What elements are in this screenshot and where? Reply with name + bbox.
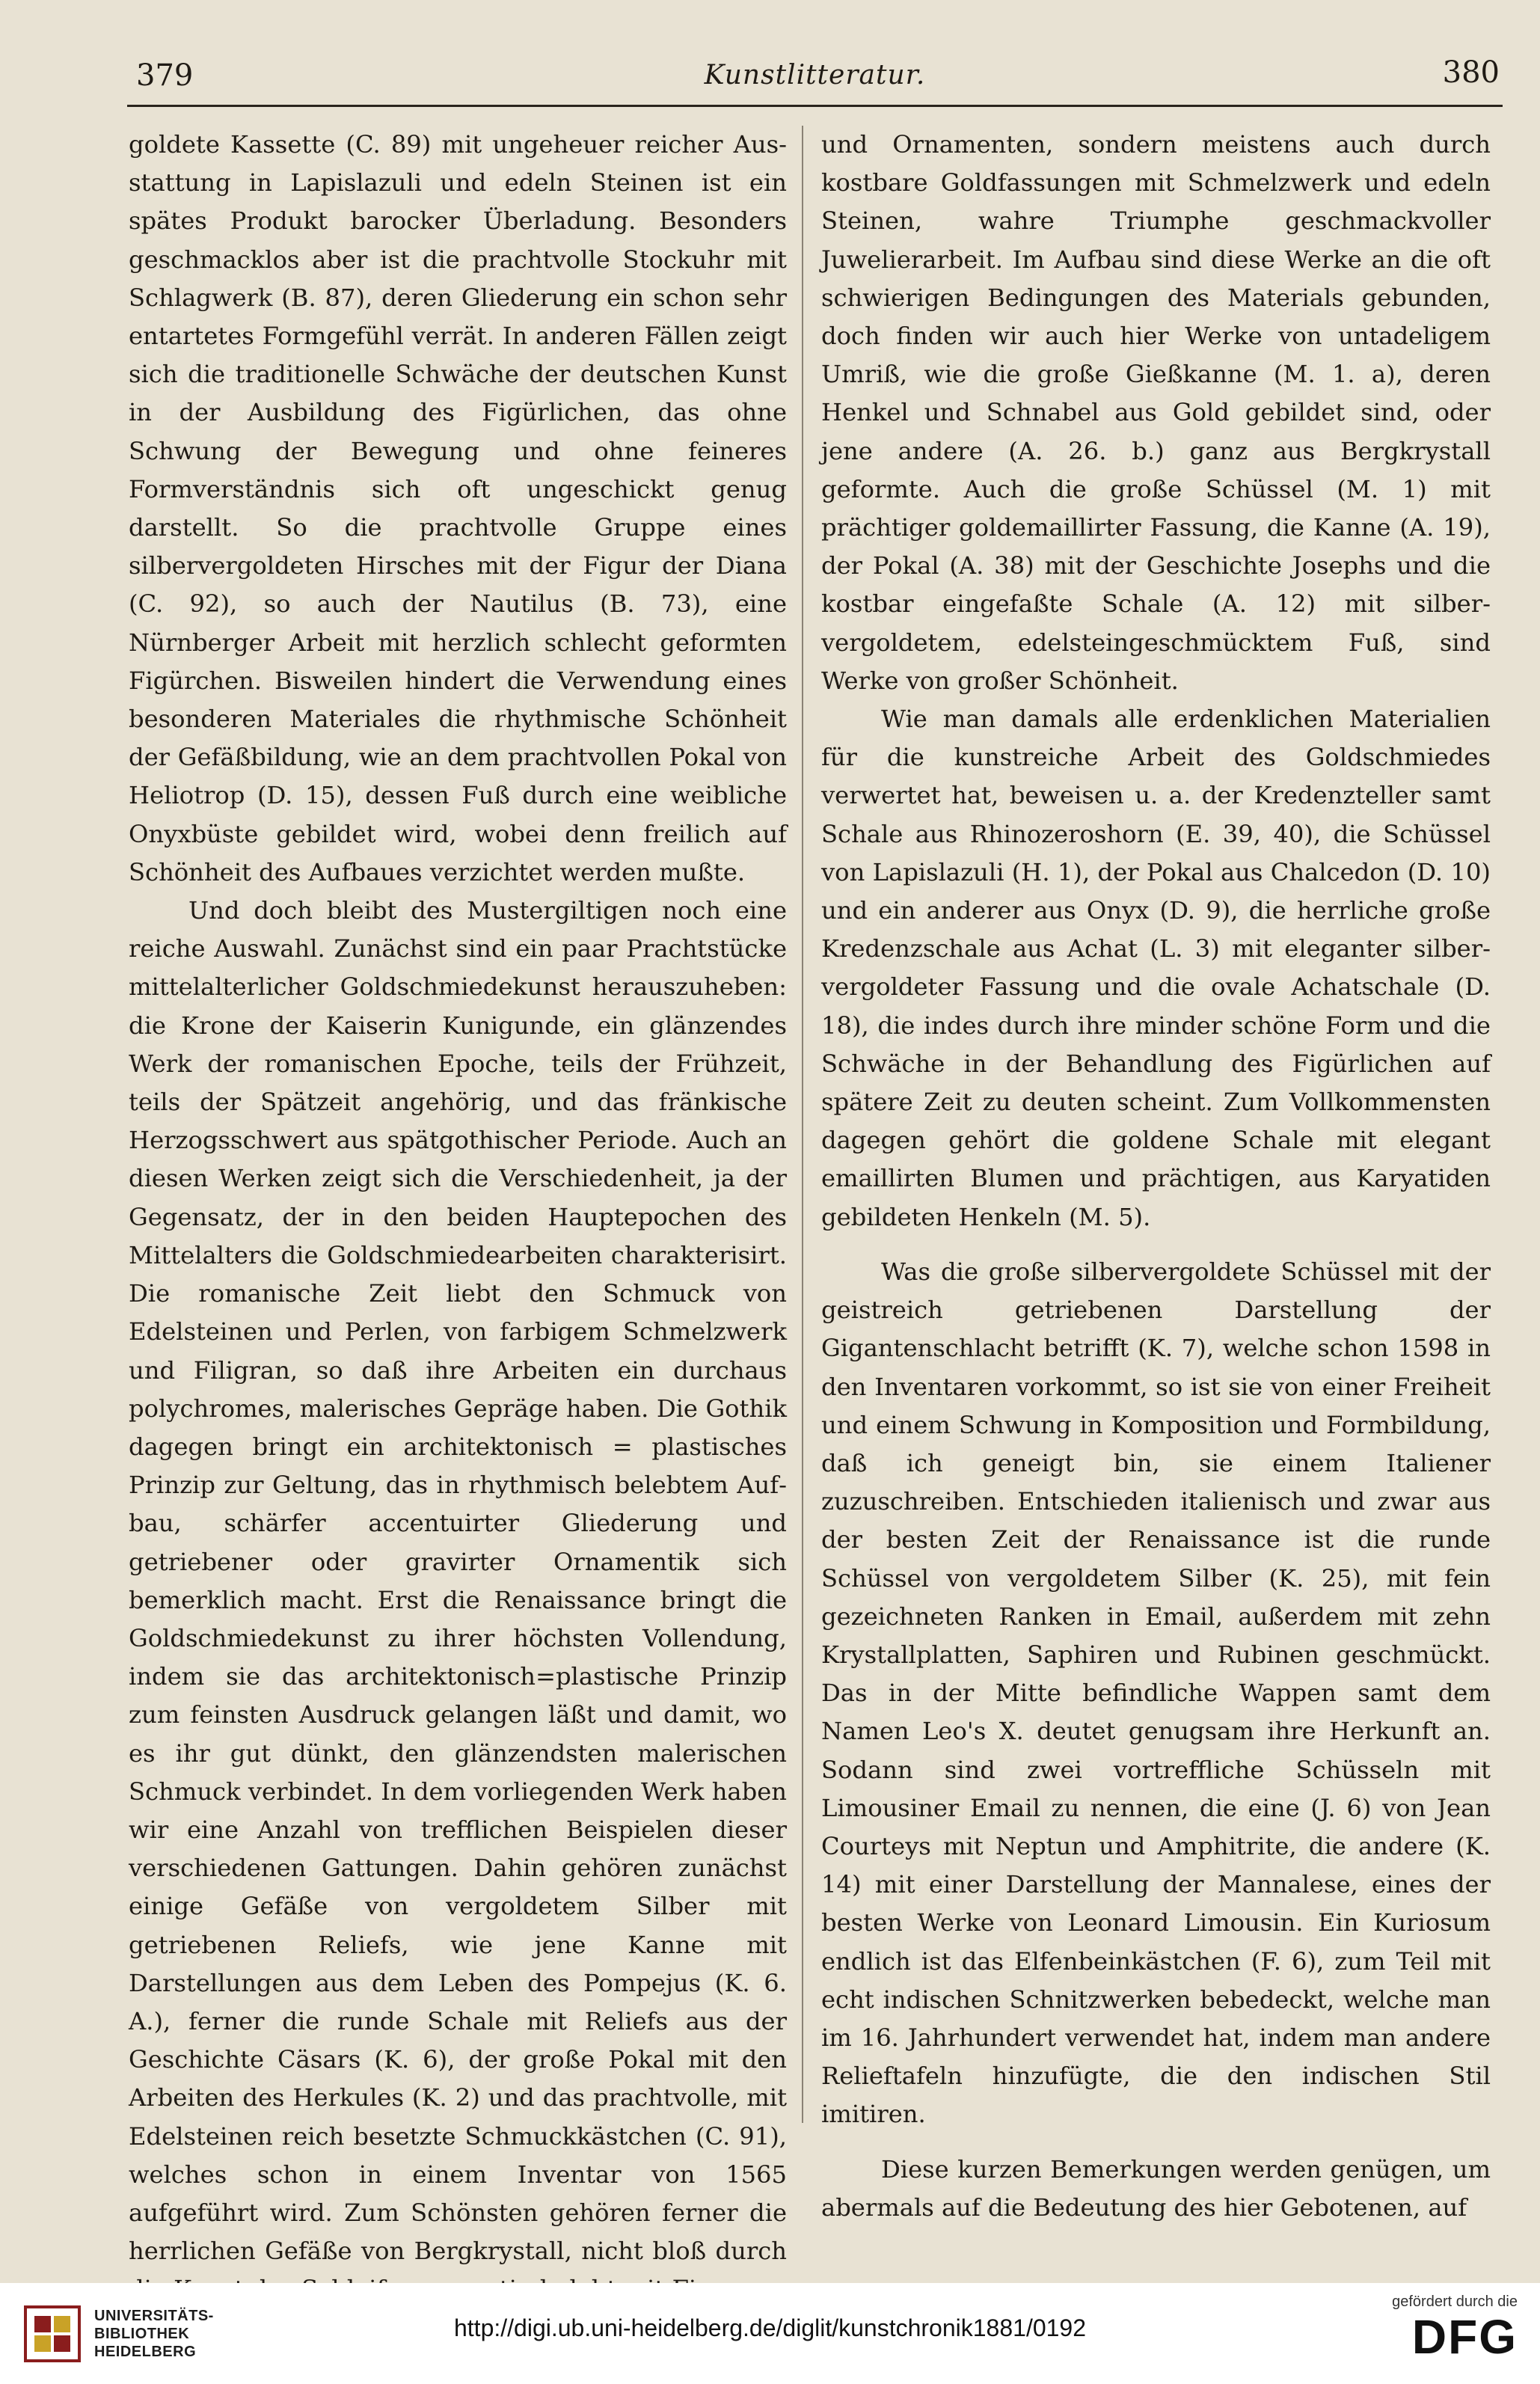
library-name: UNIVERSITÄTS- BIBLIOTHEK HEIDELBERG	[94, 2308, 214, 2360]
paragraph: Wie man damals alle erdenklichen Materialien für die kunstreiche Arbeit des Goldschmiedes verwertet hat, beweisen u. a. der Kredenzteller samt Schale aus Rhinozeroshorn (E. 39, 40), die Schüssel von Lapislazuli (H. 1), der Pokal aus Chalcedon (D. 10) und ein anderer aus Onyx (D. 9), die herrliche große Kredenzschale aus Achat (L. 3) mit eleganter silbervergoldeter Fassung und die ovale Achatschale (D. 18), die indes durch ihre minder schöne Form und die Schwäche in der Behandlung des Figürlichen auf spätere Zeit zu deuten scheint. Zum Vollkommensten dagegen gehört die goldene Schale mit elegant emaillirten Blumen und prächtigen, aus Karyatiden gebildeten Henkeln (M. 5).	[821, 705, 1491, 1231]
paragraph: Und doch bleibt des Mustergiltigen noch eine reiche Auswahl. Zunächst sind ein paar Prachtstücke mittelalterlicher Goldschmiedekunst herauszuheben: die Krone der Kaiserin Kunigunde, ein glänzendes Werk der romanischen Epoche, teils der Frühzeit, teils der Spätzeit angehörig, und das fränkische Herzogsschwert aus spätgothischer Periode. Auch an diesen Werken zeigt sich die Verschiedenheit, ja der Gegensatz, der in den beiden Hauptepochen des Mittelalters die Goldschmiedearbeiten charakterisirt. Die romanische Zeit liebt den Schmuck von Edelsteinen und Perlen, von farbigem Schmelzwerk und Filigran, so daß ihre Arbeiten ein durchaus polychromes, malerisches Gepräge haben. Die Gothik dagegen bringt ein architektonisch = plastisches Prinzip zur Geltung, das in rhythmisch belebtem Aufbau, schärfer accentuirter Gliederung und getriebener oder gravirter Ornamentik sich bemerklich macht. Erst die Renaissance bringt die Goldschmiedekunst zu ihrer höchsten Vollendung, indem sie das architektonisch=plastische Prinzip zum feinsten Ausdruck gelangen läßt und damit, wo es ihr gut dünkt, den glänzendsten malerischen Schmuck verbindet. In dem vorliegenden Werk haben wir eine Anzahl von trefflichen Beispielen dieser verschiedenen Gattungen. Dahin gehören zunächst einige Gefäße von vergoldetem Silber mit getriebenen Reliefs, wie jene Kanne mit Darstellungen aus dem Leben des Pompejus (K. 6. A.), ferner die runde Schale mit Reliefs aus der Geschichte Cäsars (K. 6), der große Pokal mit den Arbeiten des Herkules (K. 2) und das prachtvolle, mit Edelsteinen reich besetzte Schmuckkästchen (C. 91), welches schon in einem Inventar von 1565 aufgeführt wird. Zum Schönsten gehören ferner die herrlichen Gefäße von Bergkrystall, nicht bloß durch	[129, 896, 787, 2266]
dfg-wordmark: DFG	[1411, 2310, 1518, 2364]
funding-text: gefördert durch die	[1392, 2293, 1518, 2310]
column-divider	[802, 126, 803, 2123]
digitization-footer	[0, 2283, 1540, 2384]
left-column	[129, 126, 787, 2266]
page-number-right: 380	[1442, 55, 1500, 90]
paragraph: Was die große silbervergoldete Schüssel mit der geistreich getriebenen Darstellung der Gigantenschlacht betrifft (K. 7), welche schon 1598 in den Inventaren vorkommt, so ist sie von einer Freiheit und einem Schwung in Komposition und Formbildung, daß ich geneigt bin, sie einem Italiener zuzuschreiben. Entschieden italienisch und zwar aus der besten Zeit der Renaissance ist die runde Schüssel von vergoldetem Silber (K. 25), mit fein gezeichneten Ranken in Email, außerdem mit zehn Krystallplatten, Saphiren und Rubinen geschmückt. Das in der Mitte befindliche Wappen samt dem Namen Leo's X. deutet genugsam ihre Herkunft an. Sodann sind zwei vortreffliche Schüsseln mit Limousiner Email zu nennen, die eine (J. 6) von Jean Courteys mit Neptun und Amphitrite, die andere (K. 14) mit einer Darstellung der Mannalese, eines der besten Werke von Leonard Limousin. Ein Kuriosum endlich ist das Elfenbeinkästchen (F. 6), zum Teil mit echt indischen Schnitzwerken bebedeckt, welche man im 16. Jahrhundert verwendet hat, indem man andere Relieftafeln hinzufügte, die den indischen Stil imitiren.	[821, 1257, 1491, 2129]
source-url-link[interactable]: http://digi.ub.uni-heidelberg.de/diglit/kunstchronik1881/0192	[453, 2314, 1087, 2341]
page-number-left: 379	[136, 58, 194, 93]
paragraph: Diese kurzen Bemerkungen werden genügen, um abermals auf die Bedeutung des hier Gebotenen, auf	[821, 2154, 1491, 2222]
dfg-logo[interactable]	[1338, 2293, 1518, 2376]
paragraph: goldete Kassette (C. 89) mit ungeheuer reicher Ausstattung in Lapislazuli und edeln Steinen ist ein spätes Produkt barocker Überladung. Besonders geschmacklos aber ist die prachtvolle Stockuhr mit Schlagwerk (B. 87), deren Gliederung ein schon sehr entartetes Formgefühl verrät. In anderen Fällen zeigt sich die traditionelle Schwäche der deutschen Kunst in der Ausbildung des Figürlichen, das ohne Schwung der Bewegung und ohne feineres Formverständnis sich oft ungeschickt genug darstellt. So die prachtvolle Gruppe eines silbervergoldeten Hirsches mit der Figur der Diana (C. 92), so auch der Nautilus (B. 73), eine Nürnberger Arbeit mit herzlich schlecht geformten Figürchen. Bisweilen hindert die Verwendung eines besonderen Materiales die rhythmische Schönheit der Gefäßbildung, wie an dem prachtvollen Pokal von Heliotrop (D. 15), dessen Fuß durch eine weibliche Onyxbüste gebildet wird, wobei denn freilich auf Schönheit des Aufbaues verzichtet werden mußte.	[129, 130, 787, 886]
paragraph: und Ornamenten, sondern meistens auch durch kostbare Goldfassungen mit Schmelzwerk und edeln Steinen, wahre Triumphe geschmackvoller Juwelierarbeit. Im Aufbau sind diese Werke an die oft schwierigen Bedingungen des Materials gebunden, doch finden wir auch hier Werke von untadeligem Umriß, wie die große Gießkanne (M. 1. a), deren Henkel und Schnabel aus Gold gebildet sind, oder jene andere (A. 26. b.) ganz aus Bergkrystall geformte. Auch die große Schüssel (M. 1) mit prächtiger goldemaillirter Fassung, die Kanne (A. 19), der Pokal (A. 38) mit der Geschichte Josephs und die kostbar eingefaßte Schale (A. 12) mit silbervergoldetem, edelsteingeschmücktem Fuß, sind Werke von großer Schönheit.	[821, 130, 1491, 695]
running-title: Kunstlitteratur.	[704, 60, 926, 91]
right-column	[821, 126, 1491, 2222]
page-header	[127, 52, 1503, 107]
